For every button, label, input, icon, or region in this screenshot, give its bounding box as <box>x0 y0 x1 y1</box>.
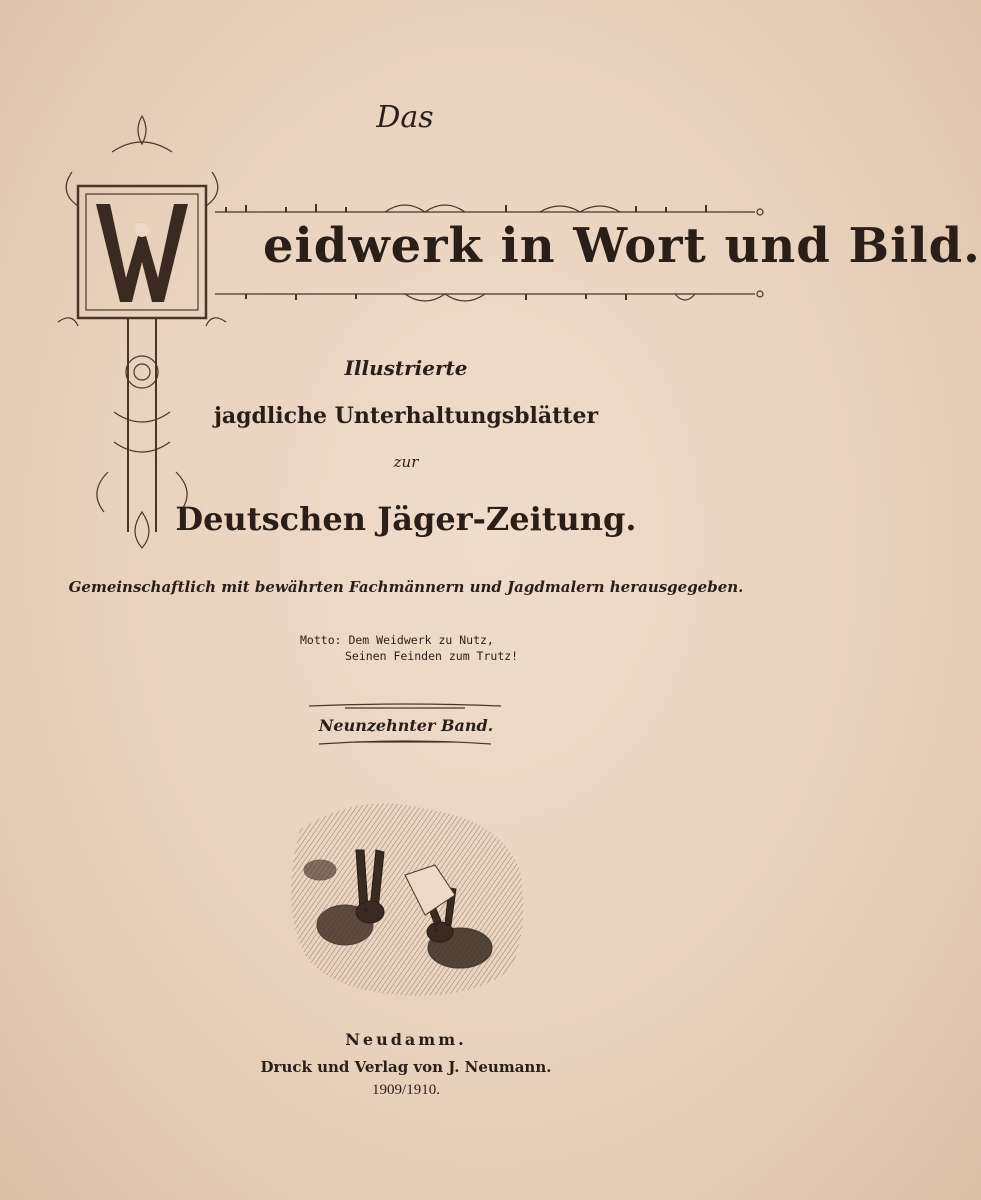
parent-publication-title: Deutschen Jäger-Zeitung. <box>175 500 637 538</box>
subtitle-illustrierte: Illustrierte <box>344 356 468 380</box>
title-text: eidwerk in Wort und Bild. <box>263 218 981 274</box>
motto-line-2: Seinen Feinden zum Trutz! <box>345 649 519 663</box>
subtitle-zur: zur <box>393 453 419 471</box>
publisher-line: Druck und Verlag von J. Neumann. <box>260 1058 552 1076</box>
das-heading: Das <box>376 100 434 135</box>
editors-line: Gemeinschaftlich mit bewährten Fachmännern und Jagdmalern herausgegeben. <box>68 578 744 596</box>
motto-line-1: Motto: Dem Weidwerk zu Nutz, <box>300 633 494 647</box>
hares-vignette <box>290 790 530 1005</box>
subtitle-unterhaltungsblaetter: jagdliche Unterhaltungsblätter <box>213 403 599 429</box>
ornamental-initial-w <box>52 112 232 552</box>
motto <box>300 632 560 664</box>
volume-label: Neunzehnter Band. <box>318 716 494 735</box>
main-title <box>212 218 981 274</box>
publication-place: Neudamm. <box>345 1030 467 1049</box>
publication-year: 1909/1910. <box>372 1082 440 1098</box>
